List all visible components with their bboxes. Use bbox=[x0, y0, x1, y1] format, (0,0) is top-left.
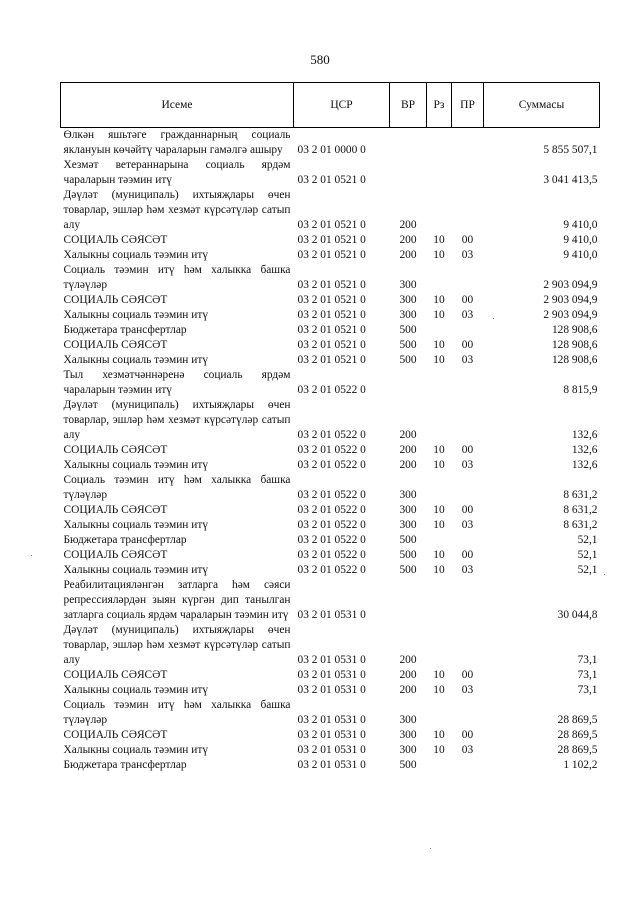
cell-rz: 10 bbox=[433, 669, 445, 681]
cell-rz: 10 bbox=[433, 564, 445, 576]
cell-name: Бюджетара трансфертлар bbox=[63, 534, 187, 546]
table-row bbox=[61, 758, 600, 773]
header-pr: ПР bbox=[452, 83, 484, 128]
cell-csr: 03 2 01 0522 0 bbox=[297, 429, 366, 441]
cell-name: Социаль тәэмин итү һәм халыкка башка түләүләр bbox=[63, 474, 291, 501]
cell-pr: 03 bbox=[461, 564, 474, 576]
table-row bbox=[61, 728, 600, 743]
cell-vr: 500 bbox=[399, 354, 417, 366]
table-body bbox=[61, 128, 600, 774]
cell-pr: 00 bbox=[461, 549, 474, 561]
cell-sum: 28 869,5 bbox=[557, 729, 598, 741]
cell-csr: 03 2 01 0521 0 bbox=[297, 249, 366, 261]
cell-csr: 03 2 01 0531 0 bbox=[297, 669, 366, 681]
cell-name: Халыкны социаль тәэмин итү bbox=[63, 459, 209, 471]
cell-rz bbox=[427, 533, 452, 548]
table-row bbox=[61, 308, 600, 323]
cell-rz: 10 bbox=[433, 459, 445, 471]
cell-csr: 03 2 01 0531 0 bbox=[297, 744, 366, 756]
cell-rz bbox=[427, 698, 452, 728]
scan-speck bbox=[31, 555, 32, 556]
header-name: Исеме bbox=[61, 83, 294, 128]
cell-csr: 03 2 01 0521 0 bbox=[297, 234, 366, 246]
cell-sum: 128 908,6 bbox=[551, 324, 598, 336]
table-row bbox=[61, 368, 600, 398]
table-row bbox=[61, 158, 600, 188]
cell-name: Халыкны социаль тәэмин итү bbox=[63, 519, 209, 531]
header-rz: Рз bbox=[427, 83, 452, 128]
table-row bbox=[61, 323, 600, 338]
cell-pr: 03 bbox=[461, 459, 474, 471]
cell-pr: 00 bbox=[461, 234, 474, 246]
cell-pr: 00 bbox=[461, 339, 474, 351]
cell-pr: 03 bbox=[461, 354, 474, 366]
cell-csr: 03 2 01 0521 0 bbox=[297, 324, 366, 336]
cell-rz: 10 bbox=[433, 309, 445, 321]
cell-sum: 9 410,0 bbox=[563, 234, 598, 246]
cell-rz: 10 bbox=[433, 294, 445, 306]
cell-sum: 132,6 bbox=[571, 429, 598, 441]
cell-pr: 00 bbox=[461, 294, 474, 306]
cell-rz: 10 bbox=[433, 444, 445, 456]
cell-name: СОЦИАЛЬ СӘЯСӘТ bbox=[63, 444, 168, 456]
cell-vr: 300 bbox=[399, 294, 417, 306]
cell-vr: 500 bbox=[399, 339, 417, 351]
scan-speck bbox=[430, 848, 431, 849]
cell-name: Халыкны социаль тәэмин итү bbox=[63, 744, 209, 756]
cell-rz: 10 bbox=[433, 684, 445, 696]
cell-pr bbox=[452, 188, 484, 233]
table-row bbox=[61, 128, 600, 159]
cell-csr: 03 2 01 0522 0 bbox=[297, 384, 366, 396]
cell-rz bbox=[427, 578, 452, 623]
cell-vr: 300 bbox=[399, 744, 417, 756]
cell-vr: 200 bbox=[399, 669, 417, 681]
cell-sum: 3 041 413,5 bbox=[543, 174, 598, 186]
cell-name: Халыкны социаль тәэмин итү bbox=[63, 684, 209, 696]
table-row bbox=[61, 698, 600, 728]
cell-vr: 200 bbox=[399, 459, 417, 471]
cell-csr: 03 2 01 0522 0 bbox=[297, 549, 366, 561]
cell-sum: 132,6 bbox=[571, 444, 598, 456]
cell-vr: 200 bbox=[399, 219, 417, 231]
cell-csr: 03 2 01 0531 0 bbox=[297, 729, 366, 741]
cell-name: Халыкны социаль тәэмин итү bbox=[63, 354, 209, 366]
table-row bbox=[61, 548, 600, 563]
cell-vr: 200 bbox=[399, 249, 417, 261]
cell-name: Бюджетара трансфертлар bbox=[63, 324, 187, 336]
cell-sum: 9 410,0 bbox=[563, 219, 598, 231]
cell-name: Социаль тәэмин итү һәм халыкка башка түләүләр bbox=[63, 699, 291, 726]
table-row bbox=[61, 338, 600, 353]
cell-csr: 03 2 01 0521 0 bbox=[297, 174, 366, 186]
cell-pr: 03 bbox=[461, 744, 474, 756]
cell-pr bbox=[452, 263, 484, 293]
cell-pr bbox=[452, 623, 484, 668]
cell-sum: 28 869,5 bbox=[557, 714, 598, 726]
cell-name: Социаль тәэмин итү һәм халыкка башка түләүләр bbox=[63, 264, 291, 291]
cell-name: СОЦИАЛЬ СӘЯСӘТ bbox=[63, 294, 168, 306]
cell-sum: 73,1 bbox=[577, 684, 598, 696]
cell-sum: 52,1 bbox=[577, 549, 598, 561]
cell-csr: 03 2 01 0521 0 bbox=[297, 309, 366, 321]
table-row bbox=[61, 473, 600, 503]
cell-csr: 03 2 01 0522 0 bbox=[297, 459, 366, 471]
cell-rz: 10 bbox=[433, 354, 445, 366]
cell-name: СОЦИАЛЬ СӘЯСӘТ bbox=[63, 504, 168, 516]
cell-rz: 10 bbox=[433, 549, 445, 561]
cell-pr: 03 bbox=[461, 519, 474, 531]
table-row bbox=[61, 263, 600, 293]
cell-pr bbox=[452, 533, 484, 548]
table-row bbox=[61, 458, 600, 473]
cell-name: Реабилитацияләнгән затларга һәм сәяси репрессияләрдән зыян күргән дип танылган затларга социаль ярдәм чараларын тәэмин итү bbox=[63, 579, 291, 621]
cell-sum: 132,6 bbox=[571, 459, 598, 471]
cell-rz bbox=[427, 398, 452, 443]
cell-vr: 500 bbox=[399, 564, 417, 576]
cell-pr bbox=[452, 698, 484, 728]
cell-pr: 00 bbox=[461, 444, 474, 456]
cell-rz bbox=[427, 758, 452, 773]
cell-csr: 03 2 01 0521 0 bbox=[297, 294, 366, 306]
cell-sum: 128 908,6 bbox=[551, 339, 598, 351]
table-row bbox=[61, 353, 600, 368]
table-row bbox=[61, 518, 600, 533]
cell-vr: 300 bbox=[399, 489, 417, 501]
cell-sum: 73,1 bbox=[577, 654, 598, 666]
cell-vr bbox=[390, 578, 427, 623]
cell-pr bbox=[452, 128, 484, 159]
cell-vr: 300 bbox=[399, 504, 417, 516]
cell-rz bbox=[427, 623, 452, 668]
budget-table bbox=[60, 82, 600, 773]
cell-rz: 10 bbox=[433, 504, 445, 516]
cell-rz bbox=[427, 263, 452, 293]
cell-vr: 500 bbox=[399, 759, 417, 771]
cell-rz bbox=[427, 158, 452, 188]
cell-rz: 10 bbox=[433, 234, 445, 246]
cell-rz: 10 bbox=[433, 744, 445, 756]
page-number: 580 bbox=[310, 52, 330, 67]
header-csr: ЦСР bbox=[294, 83, 390, 128]
cell-sum: 2 903 094,9 bbox=[543, 309, 598, 321]
cell-rz: 10 bbox=[433, 729, 445, 741]
cell-name: СОЦИАЛЬ СӘЯСӘТ bbox=[63, 234, 168, 246]
cell-vr: 200 bbox=[399, 234, 417, 246]
cell-rz: 10 bbox=[433, 339, 445, 351]
cell-sum: 52,1 bbox=[577, 564, 598, 576]
cell-vr: 500 bbox=[399, 534, 417, 546]
table-row bbox=[61, 578, 600, 623]
cell-vr bbox=[390, 368, 427, 398]
cell-vr: 300 bbox=[399, 279, 417, 291]
cell-sum: 30 044,8 bbox=[557, 609, 598, 621]
cell-name: СОЦИАЛЬ СӘЯСӘТ bbox=[63, 729, 168, 741]
cell-vr: 300 bbox=[399, 309, 417, 321]
cell-csr: 03 2 01 0521 0 bbox=[297, 219, 366, 231]
cell-name: Халыкны социаль тәэмин итү bbox=[63, 564, 209, 576]
table-row bbox=[61, 443, 600, 458]
cell-name: Хезмәт ветераннарына социаль ярдәм чараларын тәэмин итү bbox=[63, 159, 291, 186]
cell-rz bbox=[427, 323, 452, 338]
table-row bbox=[61, 293, 600, 308]
cell-csr: 03 2 01 0531 0 bbox=[297, 759, 366, 771]
table-row bbox=[61, 533, 600, 548]
cell-sum: 2 903 094,9 bbox=[543, 294, 598, 306]
cell-csr: 03 2 01 0000 0 bbox=[297, 144, 366, 156]
cell-rz bbox=[427, 473, 452, 503]
header-vr: ВР bbox=[390, 83, 427, 128]
cell-name: СОЦИАЛЬ СӘЯСӘТ bbox=[63, 669, 168, 681]
cell-pr: 00 bbox=[461, 504, 474, 516]
cell-sum: 9 410,0 bbox=[563, 249, 598, 261]
cell-csr: 03 2 01 0522 0 bbox=[297, 519, 366, 531]
cell-csr: 03 2 01 0531 0 bbox=[297, 714, 366, 726]
cell-sum: 52,1 bbox=[577, 534, 598, 546]
cell-name: Тыл хезмәтчәннәренә социаль ярдәм чараларын тәэмин итү bbox=[63, 369, 291, 396]
cell-vr: 300 bbox=[399, 714, 417, 726]
cell-pr: 03 bbox=[461, 249, 474, 261]
table-row bbox=[61, 623, 600, 668]
cell-name: СОЦИАЛЬ СӘЯСӘТ bbox=[63, 339, 168, 351]
cell-rz bbox=[427, 188, 452, 233]
cell-pr: 00 bbox=[461, 669, 474, 681]
cell-name: Халыкны социаль тәэмин итү bbox=[63, 309, 209, 321]
cell-name: СОЦИАЛЬ СӘЯСӘТ bbox=[63, 549, 168, 561]
cell-vr: 200 bbox=[399, 684, 417, 696]
cell-sum: 5 855 507,1 bbox=[543, 144, 598, 156]
cell-pr: 03 bbox=[461, 309, 474, 321]
cell-pr: 03 bbox=[461, 684, 474, 696]
cell-sum: 8 631,2 bbox=[563, 504, 598, 516]
table-row bbox=[61, 248, 600, 263]
cell-csr: 03 2 01 0521 0 bbox=[297, 279, 366, 291]
cell-csr: 03 2 01 0522 0 bbox=[297, 534, 366, 546]
table-row bbox=[61, 233, 600, 248]
cell-vr: 500 bbox=[399, 324, 417, 336]
cell-rz bbox=[427, 128, 452, 159]
cell-vr: 200 bbox=[399, 444, 417, 456]
header-sum: Суммасы bbox=[484, 83, 600, 128]
cell-sum: 28 869,5 bbox=[557, 744, 598, 756]
cell-vr bbox=[390, 128, 427, 159]
table-row bbox=[61, 563, 600, 578]
cell-sum: 8 631,2 bbox=[563, 519, 598, 531]
cell-pr bbox=[452, 398, 484, 443]
cell-name: Дәүләт (муниципаль) ихтыяҗлары өчен товарлар, эшләр һәм хезмәт күрсәтүләр сатып алу bbox=[63, 189, 291, 231]
cell-csr: 03 2 01 0531 0 bbox=[297, 609, 366, 621]
cell-pr: 00 bbox=[461, 729, 474, 741]
cell-csr: 03 2 01 0531 0 bbox=[297, 654, 366, 666]
cell-name: Халыкны социаль тәэмин итү bbox=[63, 249, 209, 261]
cell-pr bbox=[452, 158, 484, 188]
table-row bbox=[61, 743, 600, 758]
cell-rz bbox=[427, 368, 452, 398]
cell-vr: 300 bbox=[399, 519, 417, 531]
cell-name: Бюджетара трансфертлар bbox=[63, 759, 187, 771]
table-row bbox=[61, 398, 600, 443]
cell-pr bbox=[452, 323, 484, 338]
cell-name: Дәүләт (муниципаль) ихтыяҗлары өчен товарлар, эшләр һәм хезмәт күрсәтүләр сатып алу bbox=[63, 399, 291, 441]
cell-sum: 73,1 bbox=[577, 669, 598, 681]
cell-rz: 10 bbox=[433, 249, 445, 261]
table-header bbox=[61, 83, 600, 128]
cell-csr: 03 2 01 0522 0 bbox=[297, 444, 366, 456]
cell-sum: 8 631,2 bbox=[563, 489, 598, 501]
cell-sum: 2 903 094,9 bbox=[543, 279, 598, 291]
cell-csr: 03 2 01 0522 0 bbox=[297, 504, 366, 516]
cell-csr: 03 2 01 0522 0 bbox=[297, 564, 366, 576]
cell-vr: 300 bbox=[399, 729, 417, 741]
cell-rz: 10 bbox=[433, 519, 445, 531]
cell-pr bbox=[452, 578, 484, 623]
cell-csr: 03 2 01 0521 0 bbox=[297, 354, 366, 366]
cell-pr bbox=[452, 368, 484, 398]
table-row bbox=[61, 683, 600, 698]
cell-pr bbox=[452, 758, 484, 773]
scan-speck bbox=[604, 574, 605, 575]
cell-vr: 500 bbox=[399, 549, 417, 561]
table-row bbox=[61, 668, 600, 683]
cell-name: Өлкән яшьтәге гражданнарның социаль яклануын көчәйтү чараларын гамәлгә ашыру bbox=[63, 129, 291, 156]
cell-pr bbox=[452, 473, 484, 503]
table-row bbox=[61, 503, 600, 518]
cell-csr: 03 2 01 0522 0 bbox=[297, 489, 366, 501]
cell-sum: 1 102,2 bbox=[563, 759, 598, 771]
cell-csr: 03 2 01 0531 0 bbox=[297, 684, 366, 696]
table-row bbox=[61, 188, 600, 233]
cell-sum: 8 815,9 bbox=[563, 384, 598, 396]
cell-sum: 128 908,6 bbox=[551, 354, 598, 366]
cell-vr: 200 bbox=[399, 429, 417, 441]
cell-csr: 03 2 01 0521 0 bbox=[297, 339, 366, 351]
cell-name: Дәүләт (муниципаль) ихтыяҗлары өчен товарлар, эшләр һәм хезмәт күрсәтүләр сатып алу bbox=[63, 624, 291, 666]
scan-speck bbox=[493, 318, 494, 319]
cell-vr: 200 bbox=[399, 654, 417, 666]
cell-vr bbox=[390, 158, 427, 188]
